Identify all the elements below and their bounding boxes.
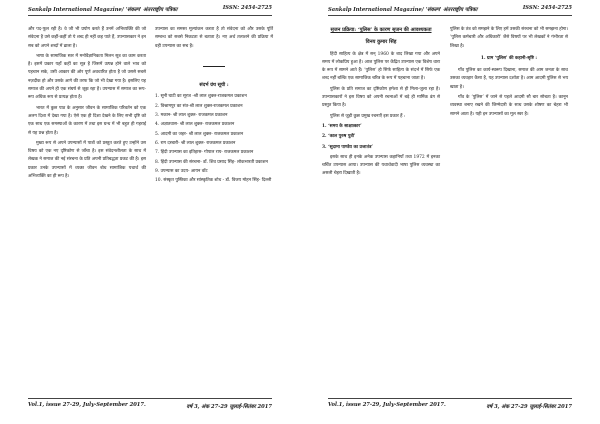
right-column-2 (450, 26, 568, 121)
issn: ISSN: 2454-2725 (522, 5, 572, 11)
references-list (155, 93, 273, 185)
reference-item: 7. हिंदी उपन्यास का इतिहास- गोपाल राय- राजकमल प्रकाशन (155, 150, 254, 156)
volume-info: Vol.1, issue 27-29, July-September 2017. (28, 402, 146, 408)
reference-item: 2. विश्रामपुर का संत-श्री लाल शुक्ल-राजकमल प्रकाशन (155, 103, 243, 109)
reference-item: 10. संस्कृत पुस्तिका और सांस्कृतिक शोध - डॉ. विजय मोहन सिंह- दिल्ली (155, 178, 272, 184)
right-page (300, 0, 600, 424)
page-footer (310, 398, 590, 412)
hindi-issue-info: वर्ष 3, अंक 27-29 जुलाई-सितंबर 2017 (186, 404, 272, 410)
reference-item: 6. राग दरबारी- श्री लाल शुक्ल- राजकमल प्रकाशन (155, 140, 236, 146)
header-rule (28, 15, 272, 16)
article-title: सृजन प्रक्रिया: ‘पुलिस’ के कारण सृजन की आवश्यकता (330, 27, 432, 33)
section-heading: 1. ग्राम ‘पुलिस’ की कहानी-सृष्टि : (480, 55, 538, 61)
paragraph: मुख्य रूप से अपने उपन्यासों में पात्रों को प्रस्तुत करते हुए उन्होंने उस विषय को एक नए दृष्टिकोण से जाँचा है। इस संवेदनशीलता के साथ में लेखक ने समाज की नई संरचना के प्रति अपनी प्रतिबद्धता प्रकट की है। इस प्रकार उनके उपन्यासों में व्यक्त जीवन बोध सामाजिक यथार्थ की अभिव्यक्ति का ही रूप है। (28, 140, 146, 180)
hindi-issue-info: वर्ष 3, अंक 27-29 जुलाई-सितंबर 2017 (486, 404, 572, 410)
footer-rule (28, 398, 272, 399)
paragraph: इसके साथ ही इनके अनेक उपन्यास कहानियाँ तथा 1972 में इनका चर्चित उपन्यास आया। उपन्यास की यथार्थवादी भाषा पुलिस व्यवस्था का असली चेहरा दिखाती है। (322, 154, 440, 177)
page-header (310, 3, 590, 15)
author-name: विनय कुमार सिंह (365, 39, 397, 46)
section-divider (155, 63, 273, 71)
journal-title: Sankalp International Magazine/ 'संकल्प' अंतरराष्ट्रीय पत्रिका (328, 7, 478, 13)
page-header (10, 3, 290, 15)
source-item: 2. ‘काल पुरुष पुत्री’ (322, 134, 356, 140)
reference-item: 8. हिंदी उपन्यास की संरचना- डॉ. शिव प्रसाद सिंह- लोकभारती प्रकाशन (155, 159, 268, 165)
issn: ISSN: 2454-2725 (222, 5, 272, 11)
paragraph: हिंदी साहित्य के क्षेत्र में सन् 1960 के बाद लिखा गया और अपने समय में लोकप्रिय हुआ है। आज पुलिस पर केंद्रित उपन्यास एक विशेष धारा के रूप में सामने आते हैं। ‘पुलिस’ हो सिर्फ साहित्य के संदर्भ में सिर्फ एक शब्द नहीं बल्कि एक सामाजिक चरित्र के रूप में पहचाना जाता है। (322, 51, 440, 82)
left-column-2 (155, 26, 273, 186)
journal-title: Sankalp International Magazine/ 'संकल्प' अंतरराष्ट्रीय पत्रिका (28, 7, 178, 13)
left-column-1 (28, 26, 146, 183)
paragraph: गाँव के ‘पुलिस’ में जाने से पहले आदमी सौ बार सोचता है। कानून व्यवस्था बनाए रखने की जिम्मेदारी के साथ उसके शोषण का चेहरा भी सामने आता है। यही इन उपन्यासों का मूल स्वर है। (450, 95, 568, 117)
paragraph: और पद-फूल रही है। वे जी भी प्रयोग करते हैं उनमें अभिव्यक्ति की जो संवेदना है उसे कहीं-कहीं तो ये शब्द ही नहीं कह पाते हैं, उपन्यासकार ने इन सब को अपने शब्दों में ढाला है। (28, 27, 146, 49)
header-rule (328, 15, 572, 16)
references-title: संदर्भ ग्रंथ सूची : (199, 82, 229, 89)
paragraph: गाँव पुलिस का कार्य-स्वरूप दिखाना, समाज की आम जनता के साथ उसका व्यवहार कैसा है, यह उपन्यास दर्शाता है। आम आदमी पुलिस से भय खाता है। (450, 68, 568, 90)
paragraph: पुलिस के तंत्र को समझने के लिए हमें उसकी संरचना को भी समझना होगा। ‘पुलिस कर्मचारी और अधिकारी’ जैसे विषयों पर भी लेखकों ने गंभीरता से लिखा है। (450, 27, 568, 49)
paragraph: पुलिस के प्रति समाज का दृष्टिकोण हमेशा से ही मिला-जुला रहा है। उपन्यासकारों ने इस विषय को अपनी रचनाओं में बड़े ही मार्मिक ढंग से प्रस्तुत किया है। (322, 86, 440, 109)
reference-item: 1. सूनी घाटी का सूरज -श्री लाल शुक्ल-राजकमल प्रकाशन (155, 94, 247, 100)
page-footer (10, 398, 290, 412)
source-item: 3. ‘सुदामा पाण्डेय का प्रजातंत्र’ (322, 144, 373, 150)
reference-item: 4. अज्ञातवास- श्री लाल शुक्ल- राजकमल प्रकाशन (155, 122, 235, 128)
volume-info: Vol.1, issue 27-29, July-September 2017. (328, 402, 446, 408)
paragraph: पुलिस से जुड़ी कुछ प्रमुख रचनाएँ इस प्रकार हैं : (330, 113, 406, 119)
reference-item: 5. आदमी का जहर- श्री लाल शुक्ल- राजकमल प्रकाशन (155, 131, 244, 137)
reference-item: 3. मकान- श्री लाल शुक्ल- राजकमल प्रकाशन (155, 113, 228, 119)
source-item: 1. ‘समय के साक्षात्कार’ (322, 123, 362, 129)
right-column-1 (322, 26, 440, 181)
paragraph: भारत में कुछ पाठ के अनुसार जीवन के सामाजिक परिवर्तन को एक अलग दिशा में देखा गया है। ऐसे एक ही दिशा देखने के लिए सभी दृष्टि को एक साथ एक समस्याओं के कारण में तथा इस ग्रन्थ में भी बहुत ही गहराई से यह प्रश्न होता है। (28, 105, 146, 136)
reference-item: 9. उपन्यास का उदय- आयन वॉट (155, 168, 208, 174)
footer-rule (328, 398, 572, 399)
paragraph: भाषा के सामाजिक स्तर में मनोवैज्ञानिकता मिलन सूत्र का काम करता है। इसमें प्रकार यहाँ कहीं का सूत्र है जिसमें उत्पन्न होने वाले भाव को पहचान सके, उसी आकार की ओर पूर्ण अवधारित होता है जो उससे सबसे नज़दीक हो और उसके आगे की तरफ कि जो भी देखा गया है। इसलिए यह समाज की अपने ही एक संघर्ष से जूझ रहा है। उपन्यास में समाज का रूप-रूप अधिक रूप से प्रत्यक्ष होता है। (28, 53, 146, 101)
paragraph: उपन्यास का समस्त मूल्यांकन करता है तो संवेदना को और उसके पूर्ति सम्बन्ध को सबसे निकटता से बताता है। नए अर्थ तलाशने की प्रक्रिया में वही उपन्यास का सच है। (155, 27, 273, 49)
